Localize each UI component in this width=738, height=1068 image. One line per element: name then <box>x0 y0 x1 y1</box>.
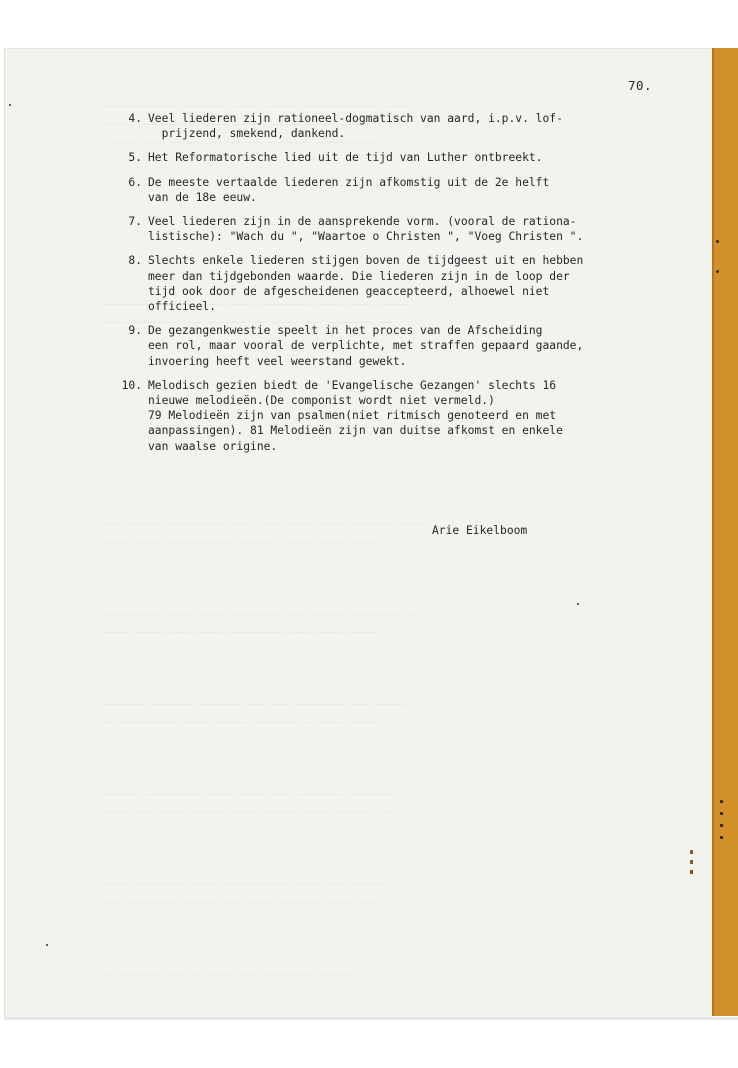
binding-mark <box>720 800 723 840</box>
binding-mark <box>690 850 693 880</box>
text-line: invoering heeft veel weerstand gewekt. <box>148 354 407 368</box>
page-number: 70. <box>628 78 653 93</box>
list-item <box>120 323 660 369</box>
item-number: 6. <box>128 175 142 189</box>
item-text <box>148 378 660 454</box>
binding-strip <box>712 48 738 1016</box>
text-line: een rol, maar vooral de verplichte, met straffen gepaard gaande, <box>148 339 584 353</box>
text-line: aanpassingen). 81 Melodieën zijn van duitse afkomst en enkele <box>148 424 563 438</box>
item-text <box>148 214 660 244</box>
item-number: 10. <box>121 378 142 392</box>
list-item <box>120 175 660 205</box>
list-item <box>120 150 660 165</box>
text-line: Slechts enkele liederen stijgen boven de tijdgeest uit en hebben <box>148 254 584 268</box>
text-line: Veel liederen zijn rationeel-dogmatisch van aard, i.p.v. lof- <box>148 112 563 125</box>
text-line: tijd ook door de afgescheidenen geaccepteerd, alhoewel niet <box>148 284 550 298</box>
scan-speck <box>9 104 11 106</box>
item-text <box>148 253 660 314</box>
item-number: 5. <box>128 151 142 165</box>
text-line: Veel liederen zijn in de aansprekende vorm. (vooral de rationa- <box>148 215 577 229</box>
scan-speck <box>46 944 48 946</box>
text-line: nieuwe melodieën.(De componist wordt niet vermeld.) <box>148 394 495 408</box>
conclusion-list <box>120 111 660 463</box>
item-number: 7. <box>128 215 142 229</box>
text-line: Melodisch gezien biedt de 'Evangelische Gezangen' slechts 16 <box>148 378 557 392</box>
text-line: De gezangenkwestie speelt in het proces van de Afscheiding <box>148 324 543 338</box>
text-line: officieel. <box>148 300 217 314</box>
text-line: Het Reformatorische lied uit de tijd van Luther ontbreekt. <box>148 151 543 165</box>
list-item <box>120 378 660 454</box>
item-text <box>148 111 660 141</box>
text-line: De meeste vertaalde liederen zijn afkomstig uit de 2e helft <box>148 175 550 189</box>
text-line: meer dan tijdgebonden waarde. Die liederen zijn in de loop der <box>148 269 570 283</box>
text-line: prijzend, smekend, dankend. <box>148 127 346 141</box>
text-line: 79 Melodieën zijn van psalmen(niet ritmisch genoteerd en met <box>148 409 557 423</box>
item-number: 8. <box>128 254 142 268</box>
text-line: listische): "Wach du ", "Waartoe o Christen ", "Voeg Christen ". <box>148 230 584 244</box>
list-item <box>120 253 660 314</box>
item-text <box>148 323 660 369</box>
item-number: 4. <box>128 112 142 125</box>
item-text <box>148 175 660 205</box>
item-text <box>148 150 660 165</box>
scan-speck <box>716 270 719 273</box>
item-number: 9. <box>128 324 142 338</box>
text-line: van de 18e eeuw. <box>148 190 257 204</box>
list-item <box>120 111 660 141</box>
scan-speck <box>716 240 719 243</box>
list-item <box>120 214 660 244</box>
scan-speck <box>577 603 579 605</box>
page-edge-shadow <box>4 1017 738 1020</box>
text-line: van waalse origine. <box>148 439 278 453</box>
author-signature: Arie Eikelboom <box>432 524 528 537</box>
